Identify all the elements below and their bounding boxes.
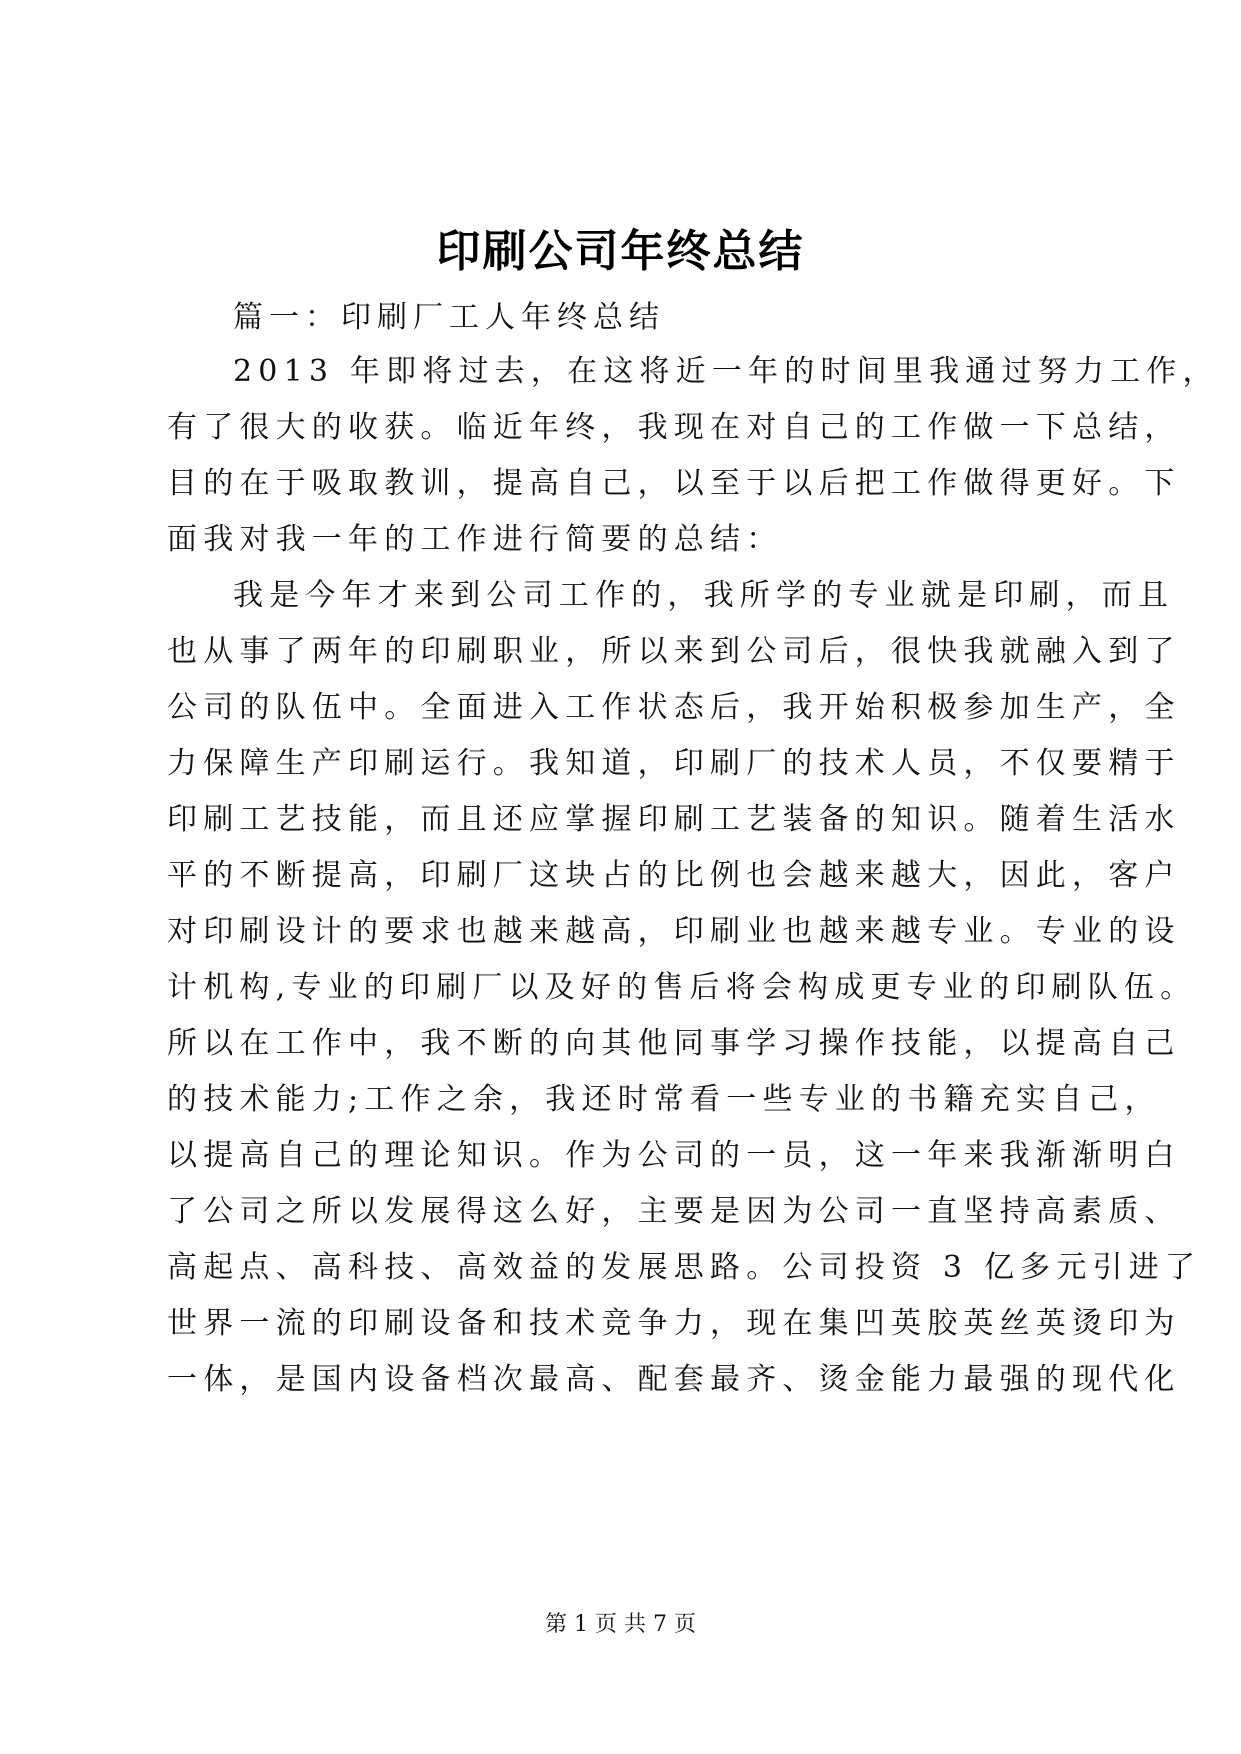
body-line-19: 一体，是国内设备档次最高、配套最齐、烫金能力最强的现代化 [167, 1362, 1181, 1397]
body-line-1: 2013 年即将过去，在这将近一年的时间里我通过努力工作， [233, 354, 1219, 389]
body-line-13: 所以在工作中，我不断的向其他同事学习操作技能，以提高自己 [167, 1026, 1181, 1061]
body-line-9: 印刷工艺技能，而且还应掌握印刷工艺装备的知识。随着生活水 [167, 802, 1181, 837]
page-number-footer: 第 1 页 共 7 页 [545, 1612, 696, 1637]
body-line-18: 世界一流的印刷设备和技术竞争力，现在集凹英胶英丝英烫印为 [167, 1306, 1181, 1341]
body-line-5: 我是今年才来到公司工作的，我所学的专业就是印刷，而且 [233, 578, 1175, 613]
body-line-15: 以提高自己的理论知识。作为公司的一员，这一年来我渐渐明白 [167, 1138, 1181, 1173]
body-line-17: 高起点、高科技、高效益的发展思路。公司投资 3 亿多元引进了 [167, 1250, 1202, 1285]
body-line-11: 对印刷设计的要求也越来越高，印刷业也越来越专业。专业的设 [167, 914, 1181, 949]
body-line-6: 也从事了两年的印刷职业，所以来到公司后，很快我就融入到了 [167, 634, 1181, 669]
body-line-4: 面我对我一年的工作进行简要的总结： [167, 522, 783, 557]
body-line-3: 目的在于吸取教训，提高自己，以至于以后把工作做得更好。下 [167, 466, 1181, 501]
body-line-14: 的技术能力;工作之余，我还时常看一些专业的书籍充实自己， [167, 1082, 1161, 1117]
document-title: 印刷公司年终总结 [436, 226, 805, 277]
body-line-16: 了公司之所以发展得这么好，主要是因为公司一直坚持高素质、 [167, 1194, 1181, 1229]
body-line-8: 力保障生产印刷运行。我知道，印刷厂的技术人员，不仅要精于 [167, 746, 1181, 781]
body-line-10: 平的不断提高，印刷厂这块占的比例也会越来越大，因此，客户 [167, 858, 1181, 893]
body-line-2: 有了很大的收获。临近年终，我现在对自己的工作做一下总结， [167, 410, 1181, 445]
section-heading: 篇一：印刷厂工人年终总结 [233, 300, 665, 335]
body-line-12: 计机构,专业的印刷厂以及好的售后将会构成更专业的印刷队伍。 [167, 970, 1197, 1005]
body-line-7: 公司的队伍中。全面进入工作状态后，我开始积极参加生产，全 [167, 690, 1181, 725]
